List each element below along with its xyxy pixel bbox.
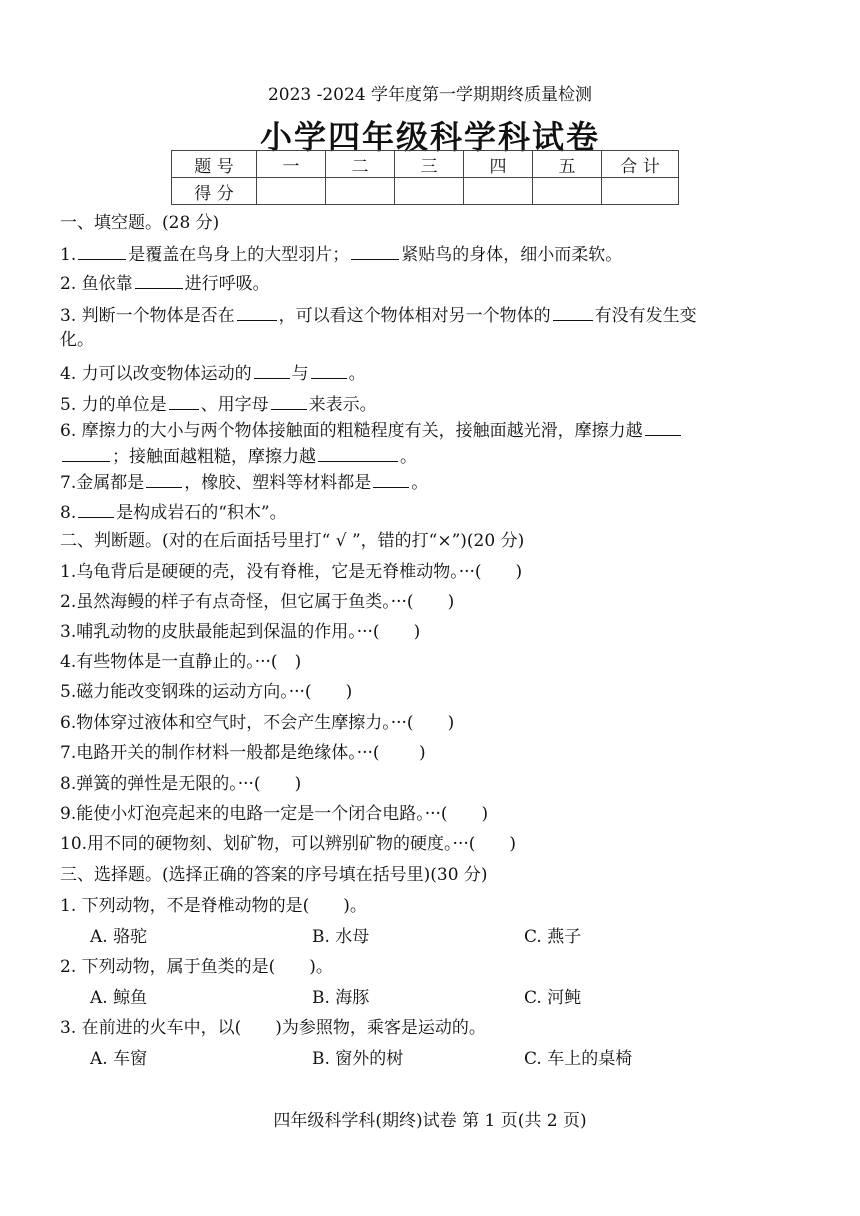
q4-text-mid: 与 bbox=[291, 364, 309, 384]
fill-question-3 bbox=[60, 303, 697, 327]
q7-text: 7.金属都是 bbox=[60, 473, 145, 493]
answer-blank[interactable] bbox=[78, 242, 126, 260]
q1-number: 1. bbox=[60, 245, 77, 265]
judge-question: 4.有些物体是一直静止的。···( ) bbox=[60, 652, 302, 672]
choice-option-a[interactable]: A. 车窗 bbox=[90, 1049, 148, 1069]
choice-option-a[interactable]: A. 骆驼 bbox=[90, 927, 148, 947]
q4-text: 4. 力可以改变物体运动的 bbox=[60, 364, 252, 384]
judge-question: 10.用不同的硬物刻、划矿物，可以辨别矿物的硬度。···( ) bbox=[60, 834, 517, 854]
judge-question: 1.乌龟背后是硬硬的壳，没有脊椎，它是无脊椎动物。···( ) bbox=[60, 562, 523, 582]
score-table-score-row bbox=[172, 178, 679, 205]
judge-question: 2.虽然海鳗的样子有点奇怪，但它属于鱼类。···( ) bbox=[60, 592, 455, 612]
score-cell[interactable] bbox=[395, 178, 464, 205]
answer-blank[interactable] bbox=[169, 392, 199, 410]
fill-question-2 bbox=[60, 271, 270, 295]
answer-blank[interactable] bbox=[645, 418, 681, 436]
score-row-label: 得 分 bbox=[172, 178, 257, 205]
judge-question: 9.能使小灯泡亮起来的电路一定是一个闭合电路。···( ) bbox=[60, 804, 489, 824]
section2-heading: 二、判断题。(对的在后面括号里打“ √ ”，错的打“×”)(20 分) bbox=[60, 531, 525, 551]
fill-question-8 bbox=[60, 500, 287, 524]
section1-heading: 一、填空题。(28 分) bbox=[60, 213, 220, 233]
answer-blank[interactable] bbox=[373, 470, 409, 488]
judge-question: 7.电路开关的制作材料一般都是绝缘体。···( ) bbox=[60, 743, 426, 763]
score-cell[interactable] bbox=[464, 178, 533, 205]
q8-text: 是构成岩石的“积木”。 bbox=[116, 503, 287, 523]
answer-blank[interactable] bbox=[146, 470, 182, 488]
choice-option-c[interactable]: C. 河鲀 bbox=[524, 988, 582, 1008]
q6-text-end: 。 bbox=[400, 447, 417, 467]
q5-text-end: 来表示。 bbox=[308, 395, 377, 415]
fill-question-1 bbox=[60, 242, 622, 266]
section3-heading: 三、选择题。(选择正确的答案的序号填在括号里)(30 分) bbox=[60, 865, 488, 885]
fill-question-6-cont bbox=[60, 444, 417, 468]
q4-text-end: 。 bbox=[348, 364, 366, 384]
choice-option-b[interactable]: B. 窗外的树 bbox=[312, 1049, 404, 1069]
fill-question-7 bbox=[60, 470, 428, 494]
score-cell[interactable] bbox=[257, 178, 326, 205]
score-header-5: 五 bbox=[533, 151, 602, 178]
score-header-total: 合 计 bbox=[602, 151, 679, 178]
choice-option-a[interactable]: A. 鲸鱼 bbox=[90, 988, 148, 1008]
score-header-3: 三 bbox=[395, 151, 464, 178]
answer-blank[interactable] bbox=[135, 271, 183, 289]
q8-number: 8. bbox=[60, 503, 77, 523]
score-cell[interactable] bbox=[326, 178, 395, 205]
score-cell[interactable] bbox=[602, 178, 679, 205]
q6-text-mid: ；接触面越粗糙，摩擦力越 bbox=[112, 447, 316, 467]
q3-text-end: 有没有发生变 bbox=[594, 306, 697, 326]
score-header-4: 四 bbox=[464, 151, 533, 178]
exam-title: 小学四年级科学科试卷 bbox=[259, 118, 600, 156]
q1-text-end: 紧贴鸟的身体，细小而柔软。 bbox=[401, 245, 623, 265]
fill-question-6 bbox=[60, 418, 683, 442]
score-header-2: 二 bbox=[326, 151, 395, 178]
judge-question: 6.物体穿过液体和空气时，不会产生摩擦力。···( ) bbox=[60, 713, 455, 733]
score-header-label: 题 号 bbox=[172, 151, 257, 178]
choice-option-c[interactable]: C. 燕子 bbox=[524, 927, 582, 947]
q3-text: 3. 判断一个物体是否在 bbox=[60, 306, 235, 326]
answer-blank[interactable] bbox=[62, 444, 110, 462]
fill-question-3-cont: 化。 bbox=[60, 330, 94, 350]
choice-option-c[interactable]: C. 车上的桌椅 bbox=[524, 1049, 633, 1069]
score-cell[interactable] bbox=[533, 178, 602, 205]
answer-blank[interactable] bbox=[254, 361, 290, 379]
q1-text: 是覆盖在鸟身上的大型羽片； bbox=[128, 245, 350, 265]
fill-question-5 bbox=[60, 392, 377, 416]
q6-text: 6. 摩擦力的大小与两个物体接触面的粗糙程度有关，接触面越光滑，摩擦力越 bbox=[60, 421, 643, 441]
answer-blank[interactable] bbox=[318, 444, 398, 462]
choice-question-3: 3. 在前进的火车中，以( )为参照物，乘客是运动的。 bbox=[60, 1018, 486, 1038]
q5-text-mid: 、用字母 bbox=[200, 395, 269, 415]
fill-question-4 bbox=[60, 361, 366, 385]
choice-question-1: 1. 下列动物，不是脊椎动物的是( )。 bbox=[60, 896, 367, 916]
q3-text-mid: ，可以看这个物体相对另一个物体的 bbox=[278, 306, 551, 326]
score-header-1: 一 bbox=[257, 151, 326, 178]
choice-option-b[interactable]: B. 水母 bbox=[312, 927, 370, 947]
q5-text: 5. 力的单位是 bbox=[60, 395, 167, 415]
answer-blank[interactable] bbox=[78, 500, 114, 518]
answer-blank[interactable] bbox=[311, 361, 347, 379]
score-table-header-row bbox=[172, 151, 679, 178]
q7-text-end: 。 bbox=[411, 473, 429, 493]
judge-question: 5.磁力能改变钢珠的运动方向。···( ) bbox=[60, 682, 353, 702]
page-footer: 四年级科学科(期终)试卷 第 1 页(共 2 页) bbox=[273, 1111, 587, 1131]
q2-text: 2. 鱼依靠 bbox=[60, 274, 133, 294]
answer-blank[interactable] bbox=[237, 303, 277, 321]
judge-question: 3.哺乳动物的皮肤最能起到保温的作用。···( ) bbox=[60, 622, 421, 642]
q7-text-mid: ，橡胶、塑料等材料都是 bbox=[184, 473, 372, 493]
answer-blank[interactable] bbox=[553, 303, 593, 321]
answer-blank[interactable] bbox=[351, 242, 399, 260]
score-table bbox=[171, 150, 679, 205]
answer-blank[interactable] bbox=[271, 392, 307, 410]
judge-question: 8.弹簧的弹性是无限的。···( ) bbox=[60, 774, 302, 794]
choice-option-b[interactable]: B. 海豚 bbox=[312, 988, 370, 1008]
q2-text-end: 进行呼吸。 bbox=[184, 274, 270, 294]
exam-subtitle: 2023 -2024 学年度第一学期期终质量检测 bbox=[267, 85, 593, 105]
choice-question-2: 2. 下列动物，属于鱼类的是( )。 bbox=[60, 957, 333, 977]
